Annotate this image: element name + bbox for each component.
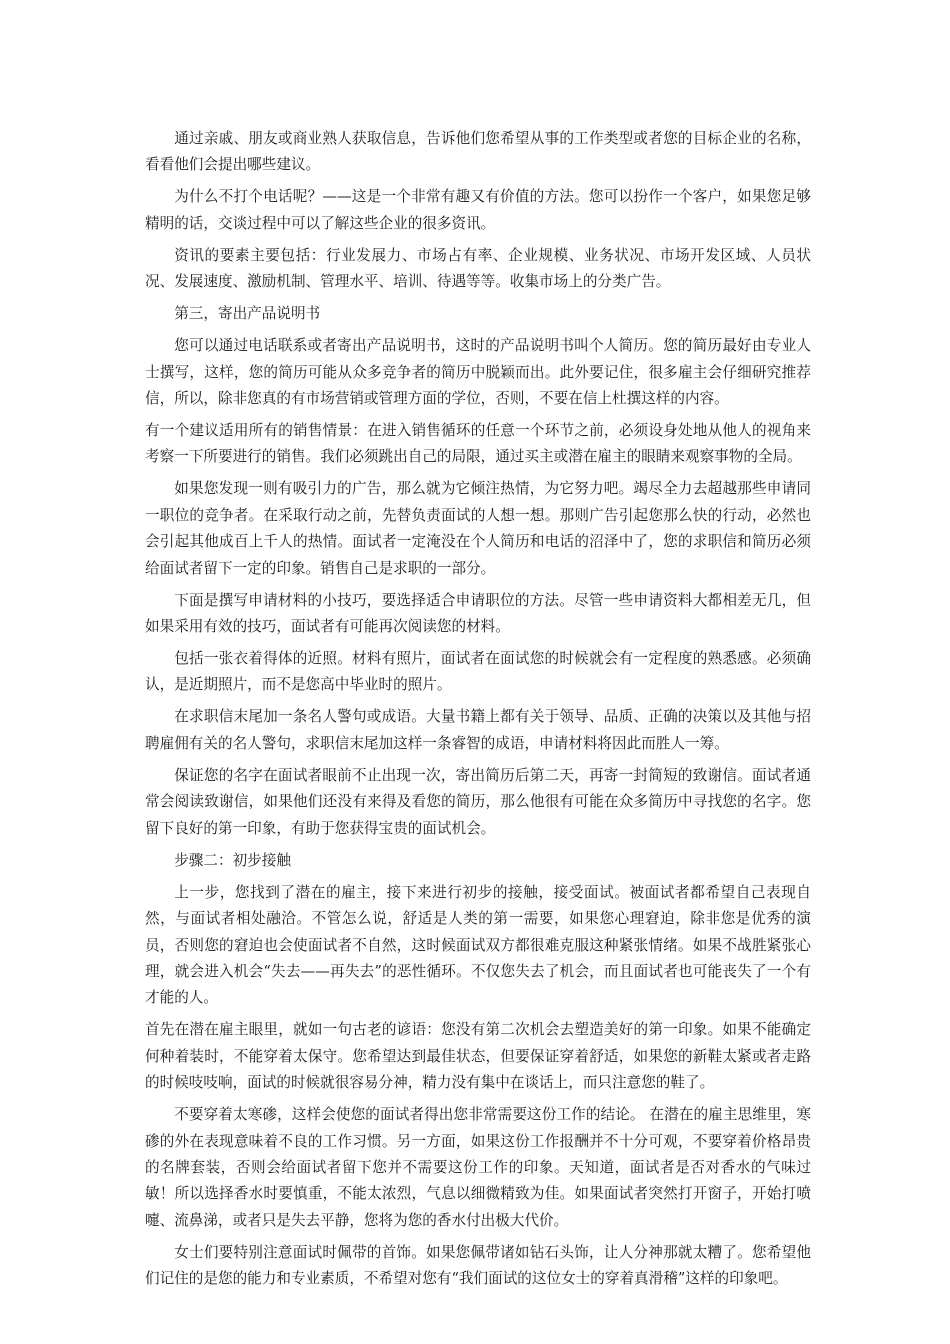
paragraph-11: 保证您的名字在面试者眼前不止出现一次，寄出简历后第二天，再寄一封简短的致谢信。面试者通常会阅读致谢信，如果他们还没有来得及看您的简历，那么他很有可能在众多简历中寻找您的名字。您留下良好的第一印象，有助于您获得宝贵的面试机会。 xyxy=(145,766,811,837)
paragraph-15: 不要穿着太寒碜，这样会使您的面试者得出您非常需要这份工作的结论。 在潜在的雇主思维里，寒碜的外在表现意味着不良的工作习惯。另一方面，如果这份工作报酬并不十分可观，不要穿着价格昂贵的名牌套装，否则会给面试者留下您并不需要这份工作的印象。天知道，面试者是否对香水的气味过敏！所以选择香水时要慎重，不能太浓烈，气息以细微精致为佳。如果面试者突然打开窗子，开始打喷嚏、流鼻涕，或者只是失去平静，您将为您的香水付出极大代价。 xyxy=(145,1106,811,1229)
paragraph-9: 包括一张衣着得体的近照。材料有照片，面试者在面试您的时候就会有一定程度的熟悉感。必须确认，是近期照片，而不是您高中毕业时的照片。 xyxy=(145,650,811,694)
section-heading-initial-contact: 步骤二：初步接触 xyxy=(174,851,291,869)
paragraph-1: 通过亲戚、朋友或商业熟人获取信息，告诉他们您希望从事的工作类型或者您的目标企业的名称，看看他们会提出哪些建议。 xyxy=(145,130,811,174)
paragraph-13: 上一步，您找到了潜在的雇主，接下来进行初步的接触，接受面试。被面试者都希望自己表现自然，与面试者相处融洽。不管怎么说，舒适是人类的第一需要，如果您心理窘迫，除非您是优秀的演员，否则您的窘迫也会使面试者不自然，这时候面试双方都很难克服这种紧张情绪。如果不战胜紧张心理，就会进入机会“失去——再失去”的恶性循环。不仅您失去了机会，而且面试者也可能丧失了一个有才能的人。 xyxy=(145,883,811,1007)
document-body xyxy=(145,126,811,1298)
paragraph-8: 下面是撰写申请材料的小技巧，要选择适合申请职位的方法。尽管一些申请资料大都相差无几，但如果采用有效的技巧，面试者有可能再次阅读您的材料。 xyxy=(145,591,811,636)
paragraph-6: 有一个建议适用所有的销售情景：在进入销售循环的任意一个环节之前，必须设身处地从他人的视角来考察一下所要进行的销售。我们必须跳出自己的局限，通过买主或潜在雇主的眼睛来观察事物的全局。 xyxy=(145,422,811,466)
paragraph-5: 您可以通过电话联系或者寄出产品说明书，这时的产品说明书叫个人简历。您的简历最好由专业人士撰写，这样，您的简历可能从众多竞争者的简历中脱颖而出。此外要记住，很多雇主会仔细研究推荐信，所以，除非您真的有市场营销或管理方面的学位，否则，不要在信上杜撰这样的内容。 xyxy=(145,337,811,408)
section-heading-mail-brochure: 第三，寄出产品说明书 xyxy=(174,305,321,323)
paragraph-2: 为什么不打个电话呢？——这是一个非常有趣又有价值的方法。您可以扮作一个客户，如果您足够精明的话，交谈过程中可以了解这些企业的很多资讯。 xyxy=(145,188,811,232)
paragraph-14: 首先在潜在雇主眼里，就如一句古老的谚语：您没有第二次机会去塑造美好的第一印象。如果不能确定何种着装时，不能穿着太保守。您希望达到最佳状态，但要保证穿着舒适，如果您的新鞋太紧或者走路的时候吱吱响，面试的时候就很容易分神，精力没有集中在谈话上，而只注意您的鞋了。 xyxy=(145,1021,811,1092)
paragraph-16: 女士们要特别注意面试时佩带的首饰。如果您佩带诸如钻石头饰，让人分神那就太糟了。您希望他们记住的是您的能力和专业素质，不希望对您有“我们面试的这位女士的穿着真滑稽”这样的印象吧。 xyxy=(145,1243,811,1288)
paragraph-10: 在求职信末尾加一条名人警句或成语。大量书籍上都有关于领导、品质、正确的决策以及其他与招聘雇佣有关的名人警句，求职信末尾加这样一条睿智的成语，申请材料将因此而胜人一筹。 xyxy=(145,708,811,752)
paragraph-3: 资讯的要素主要包括：行业发展力、市场占有率、企业规模、业务状况、市场开发区域、人员状况、发展速度、激励机制、管理水平、培训、待遇等等。收集市场上的分类广告。 xyxy=(145,246,811,291)
paragraph-7: 如果您发现一则有吸引力的广告，那么就为它倾注热情，为它努力吧。竭尽全力去超越那些申请同一职位的竞争者。在采取行动之前，先替负责面试的人想一想。那则广告引起您那么快的行动，必然也会引起其他成百上千人的热情。面试者一定淹没在个人简历和电话的沼泽中了，您的求职信和简历必须给面试者留下一定的印象。销售自己是求职的一部分。 xyxy=(145,480,811,577)
